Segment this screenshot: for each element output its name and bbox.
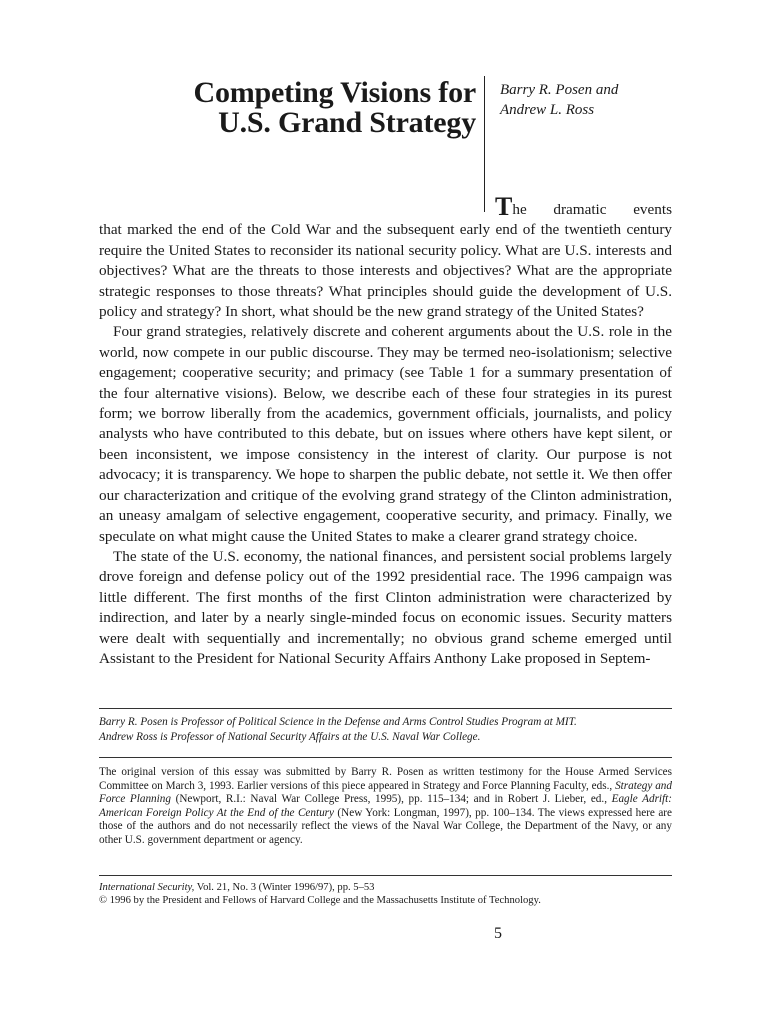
paragraph-1-text: that marked the end of the Cold War and the subsequent early end of the twentieth century require the United States to reconsider its national security policy. What are U.S. interests and objectives? What are the threats to those interests and objectives? What are the appropriate strategic responses to those threats? What principles should guide the development of U.S. policy and strategy? In short, what should be the new grand strategy of the United States? — [99, 221, 672, 321]
title-divider — [484, 76, 485, 212]
author-line-2: Andrew L. Ross — [500, 102, 595, 118]
note-text-1: The original version of this essay was submitted by Barry R. Posen as written testimony for the House Armed Services Committee on March 3, 1993. Earlier versions of this piece appeared in Strategy and Force Planning Faculty, eds., — [99, 766, 672, 792]
author-line-1: Barry R. Posen and — [500, 82, 619, 98]
paragraph-1 — [99, 192, 672, 322]
journal-name: International Security, — [99, 882, 195, 893]
bio-line-2: Andrew Ross is Professor of National Security Affairs at the U.S. Naval War College. — [99, 731, 481, 743]
footnote-divider-3 — [99, 875, 672, 876]
citation-line-1 — [99, 881, 672, 894]
author-bio — [99, 715, 672, 745]
title-line-1: Competing Visions for — [193, 76, 476, 109]
journal-citation — [99, 881, 672, 907]
issue-details: Vol. 21, No. 3 (Winter 1996/97), pp. 5–53 — [194, 882, 375, 893]
title-line-2: U.S. Grand Strategy — [218, 106, 476, 139]
drop-cap: T — [495, 192, 513, 221]
copyright-line: © 1996 by the President and Fellows of Harvard College and the Massachusetts Institute of Technology. — [99, 895, 541, 907]
opening-line-text: he dramatic events — [512, 201, 672, 218]
article-title — [100, 78, 476, 138]
footnote-divider-1 — [99, 708, 672, 709]
note-text-3: (New York: Longman, 1997), pp. 100–134. The views expressed here are those of the authors and do not necessarily reflect the views of the Naval War College, the Department of the Navy, or any other U.S. government department or agency. — [99, 806, 672, 846]
bio-line-1: Barry R. Posen is Professor of Political Science in the Defense and Arms Control Studies Program at MIT. — [99, 716, 577, 728]
article-body — [99, 192, 672, 669]
page-number: 5 — [494, 925, 502, 942]
acknowledgment-note — [99, 766, 672, 848]
opening-line — [99, 192, 672, 221]
note-book-title-2: Eagle Adrift: American Foreign Policy At the End of the Century — [99, 793, 672, 819]
note-text-2: (Newport, R.I.: Naval War College Press, 1995), pp. 115–134; and in Robert J. Lieber, ed., — [170, 793, 612, 806]
note-book-title-1: Strategy and Force Planning — [99, 779, 672, 806]
paragraph-3: The state of the U.S. economy, the national finances, and persistent social problems largely drove foreign and defense policy out of the 1992 presidential race. The 1996 campaign was little different. The first months of the first Clinton administration were characterized by indirection, and later by a nearly single-minded focus on economic issues. Security matters were dealt with sequentially and incrementally; no obvious grand scheme emerged until Assistant to the President for National Security Affairs Anthony Lake proposed in Septem- — [99, 547, 672, 667]
author-names — [500, 80, 618, 120]
paragraph-2: Four grand strategies, relatively discrete and coherent arguments about the U.S. role in the world, now compete in our public discourse. They may be termed neo-isolationism; selective engagement; cooperative security; and primacy (see Table 1 for a summary presentation of the four alternative visions). Below, we describe each of these four strategies in its purest form; we borrow liberally from the academics, government officials, journalists, and policy analysts who have contributed to this debate, but on issues where others have kept silent, or been inconsistent, we impose consistency in the interest of clarity. Our purpose is not advocacy; it is transparency. We hope to sharpen the public debate, not settle it. We then offer our characterization and critique of the evolving grand strategy of the Clinton administration, an uneasy amalgam of selective engagement, cooperative security, and primacy. Finally, we speculate on what might cause the United States to make a clearer grand strategy choice. — [99, 323, 672, 545]
footnote-divider-2 — [99, 757, 672, 758]
